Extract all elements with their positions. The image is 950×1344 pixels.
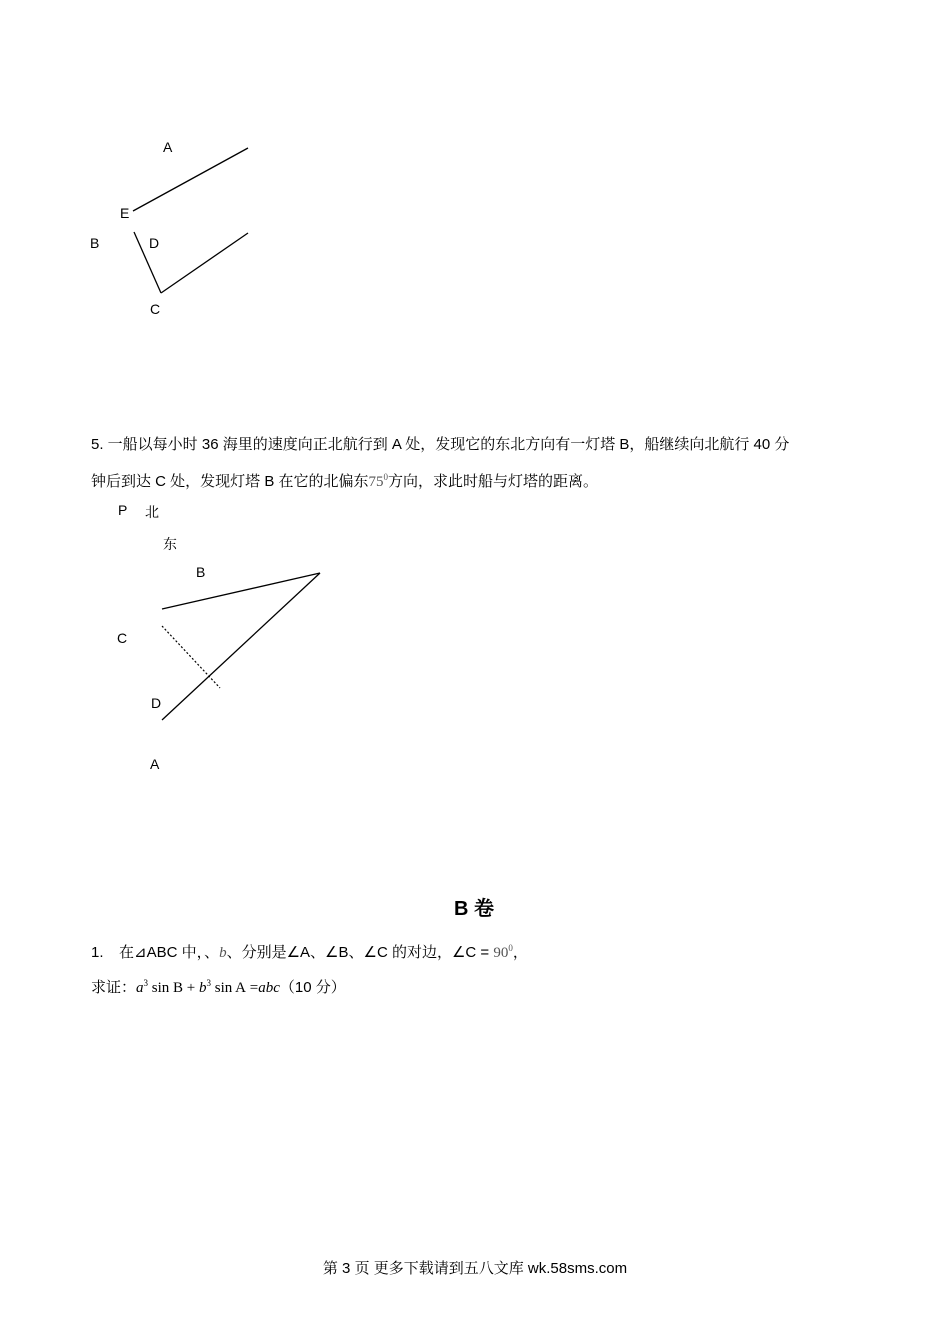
figure2-segment-cb (162, 573, 320, 609)
question1-text-b: 、分别是∠A、∠B、∠C 的对边，∠C = (226, 944, 490, 961)
formula-plus: + (186, 980, 196, 996)
formula-exp1: 3 (143, 978, 149, 988)
proof-suffix: （10 分） (279, 979, 346, 996)
question1-number: 1. (91, 944, 104, 961)
problem5-angle-degree: 0 (383, 472, 389, 482)
question1-text-a: 在⊿ABC 中，、 (119, 944, 220, 961)
figure1-label-e: E (120, 205, 130, 221)
figure1-label-c: C (150, 301, 161, 317)
figure2-label-north: 北 (145, 504, 159, 520)
figure1-segment-ea (133, 148, 248, 211)
figure1-label-b: B (90, 235, 100, 251)
figure2-dotted-perpendicular (162, 626, 220, 688)
formula-a: a (136, 980, 144, 996)
question1-b: b (219, 945, 227, 961)
section-b-proof (91, 972, 346, 999)
problem5-line2 (91, 466, 598, 493)
section-b-title: B 卷 (454, 898, 494, 920)
proof-prefix: 求证： (91, 979, 137, 996)
question1-angle-value: 90 (493, 945, 509, 961)
problem5-line2-text-b: 方向，求此时船与灯塔的距离。 (388, 473, 599, 490)
figure2-label-c: C (117, 630, 128, 646)
section-b-question1 (91, 937, 528, 964)
problem5-angle (369, 474, 389, 490)
page-footer: 第 3 页 更多下载请到五八文库 wk.58sms.com (322, 1260, 628, 1277)
figure1-label-a: A (163, 139, 173, 155)
problem5-line1: 5. 一船以每小时 36 海里的速度向正北航行到 A 处，发现它的东北方向有一灯塔 B，船继续向北航行 40 分 (91, 436, 790, 453)
figure1-label-d: D (149, 235, 160, 251)
problem5-angle-value: 75 (368, 474, 384, 490)
proof-formula (136, 980, 280, 996)
figure2-label-d: D (151, 695, 162, 711)
formula-exp2: 3 (206, 978, 211, 988)
figure2-label-a: A (150, 756, 160, 772)
formula-eq: = (249, 980, 259, 996)
figure2-label-east: 东 (163, 536, 177, 552)
question1-text-c: ， (512, 944, 528, 961)
question1-angle (493, 945, 513, 961)
formula-abc: abc (258, 980, 280, 996)
formula-b: b (199, 980, 207, 996)
figure2-label-b: B (196, 564, 206, 580)
figure2-segment-ab (162, 573, 320, 720)
problem5-line2-text-a: 钟后到达 C 处，发现灯塔 B 在它的北偏东 (91, 473, 369, 490)
figure2-label-p: P (118, 502, 128, 518)
formula-sina: sin A (214, 980, 247, 996)
formula-sinb: sin B (151, 980, 184, 996)
figure1-segment-c-right (161, 233, 248, 293)
question1-angle-degree: 0 (508, 943, 513, 953)
